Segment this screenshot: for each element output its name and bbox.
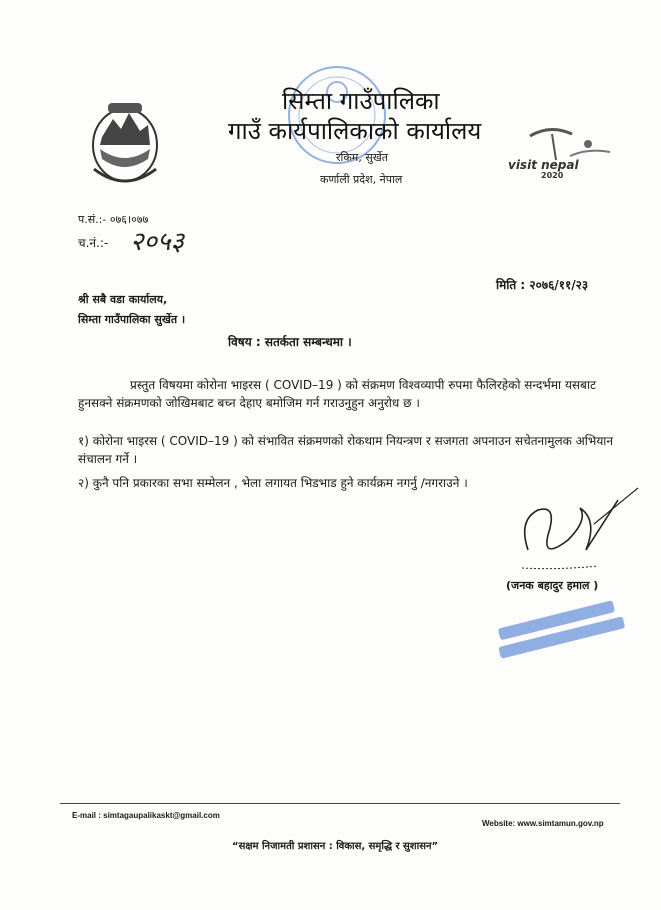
address-line-1: रकिम, सुर्खेत	[336, 151, 389, 164]
body-item-1: १) कोरोना भाइरस ( COVID–19 ) को संभावित संक्रमणको रोकथाम नियन्त्रण र सजगता अपनाउन सचेतनामुलक अभियान संचालन गर्ने ।	[78, 434, 614, 466]
footer-email: E-mail : simtagaupalikaskt@gmail.com	[72, 811, 220, 820]
footer-website: Website: www.simtamun.gov.np	[482, 819, 604, 828]
signatory-name: (जनक बहादुर हमाल )	[506, 579, 599, 592]
visit-nepal-logo-text: visit nepal	[508, 158, 579, 172]
footer-motto: “सक्षम निजामती प्रशासन : विकास, समृद्धि र सुशासन”	[232, 841, 439, 852]
addressee-line-2: सिम्ता गाउँपालिका सुर्खेत ।	[78, 313, 186, 326]
reference-cn-handwritten: २०५३	[130, 227, 185, 257]
letter-date: मिति : २०७६/११/२३	[496, 278, 589, 292]
addressee-line-1: श्री सबै वडा कार्यालय,	[78, 293, 168, 306]
body-item-2: २) कुनै पनि प्रकारका सभा सम्मेलन , भेला लगायत भिडभाड हुने कार्यक्रम नगर्नु /नगराउने ।	[78, 476, 468, 490]
letter-subject: विषय : सतर्कता सम्बन्धमा ।	[228, 335, 352, 349]
reference-ps: प.सं.:- ०७६।०७७	[78, 213, 149, 226]
body-paragraph: प्रस्तुत विषयमा कोरोना भाइरस ( COVID–19 ) को संक्रमण विश्वव्यापी रुपमा फैलिरहेको सन्दर्भमा यसबाट हुनसक्ने संक्रमणको जोखिमबाट बच्न देहाए बमोजिम गर्न गराउनुहुन अनुरोध छ ।	[78, 378, 597, 410]
address-line-2: कर्णाली प्रदेश, नेपाल	[320, 173, 403, 186]
footer-divider	[60, 803, 620, 804]
official-stamp-icon	[488, 595, 638, 665]
nepal-emblem-icon	[88, 97, 162, 189]
visit-nepal-year: 2020	[541, 171, 564, 180]
office-name: गाउँ कार्यपालिकाको कार्यालय	[228, 117, 482, 145]
org-name: सिम्ता गाउँपालिका	[282, 87, 440, 115]
reference-cn-label: च.नं.:-	[78, 236, 109, 250]
